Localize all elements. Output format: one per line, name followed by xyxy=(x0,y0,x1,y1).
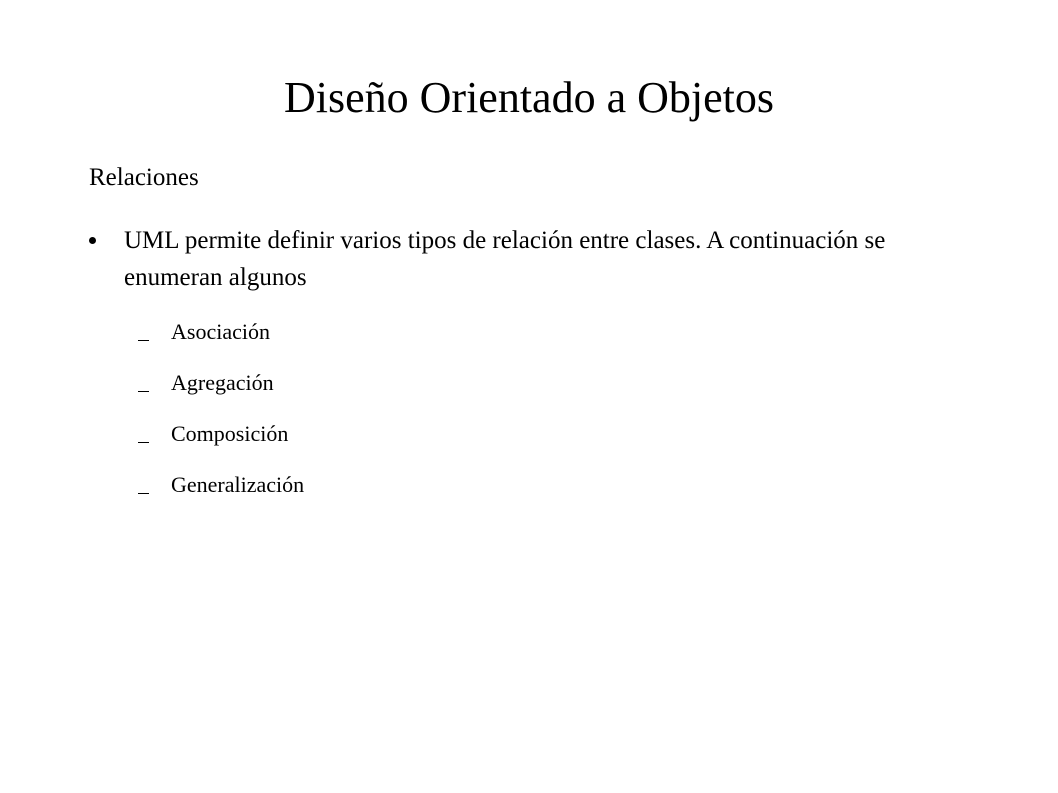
bullet-text: UML permite definir varios tipos de relación entre clases. A continuación se enumeran algunos xyxy=(124,227,886,291)
sub-bullet-label: Asociación xyxy=(171,319,270,344)
sub-bullet-label: Agregación xyxy=(171,370,274,395)
sub-bullet-label: Generalización xyxy=(171,472,305,497)
dash-icon xyxy=(138,442,149,443)
sub-bullet-label: Composición xyxy=(171,421,289,446)
dash-icon xyxy=(138,340,149,341)
dash-icon xyxy=(138,493,149,494)
section-heading: Relaciones xyxy=(89,164,199,191)
slide-title: Diseño Orientado a Objetos xyxy=(284,73,774,122)
bullet-dot-icon xyxy=(89,237,96,244)
dash-icon xyxy=(138,391,149,392)
